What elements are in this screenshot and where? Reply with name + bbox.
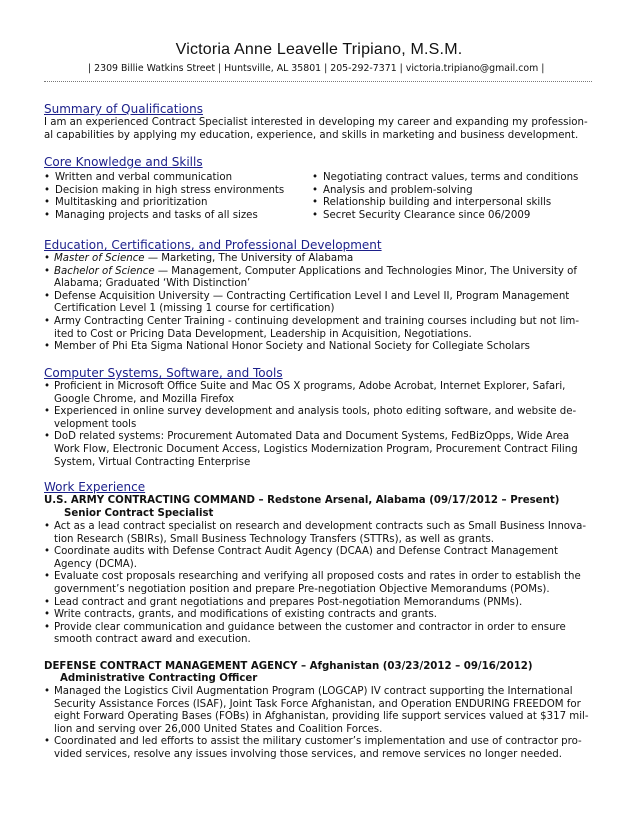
- summary-text: [44, 117, 592, 142]
- bullet-icon: •: [44, 253, 51, 264]
- list-item: • Negotiating contract values, terms and conditions: [312, 172, 579, 183]
- job-duties-list: [44, 686, 596, 762]
- contact-line: | 2309 Billie Watkins Street | Huntsville, AL 35801 | 205-292-7371 | victoria.tripiano@gmail.com |: [88, 63, 545, 74]
- job-title: Administrative Contracting Officer: [60, 673, 258, 684]
- list-item: • Provide clear communication and guidance between the customer and contractor in order to ensure smooth contract award and execution.: [44, 621, 566, 646]
- bullet-icon: •: [44, 184, 51, 196]
- core-skills-right: [312, 172, 578, 222]
- list-item: • Managed the Logistics Civil Augmentation Program (LOGCAP) IV contract supporting the International Security Assistance Forces (ISAF), Joint Task Force Afghanistan, and Operation ENDURING FREEDOM for eight Forward Operating Bases (FOBs) in Afghanistan, providing life support services valued at $317 mil- lion and serving over 26,000 United States and Coalition Forces.: [44, 686, 589, 735]
- bullet-icon: •: [44, 197, 51, 209]
- bullet-icon: •: [44, 341, 51, 353]
- education-list: [44, 253, 596, 354]
- job-title: Senior Contract Specialist: [64, 508, 214, 519]
- list-item: • Evaluate cost proposals researching and verifying all proposed costs and rates in order to establish the government’s negotiation position and prepare Pre-negotiation Objective Memorandums (POMs).: [44, 571, 581, 595]
- list-item: • Managing projects and tasks of all sizes: [44, 209, 258, 221]
- bullet-icon: •: [312, 197, 319, 209]
- list-item: • Bachelor of Science — Management, Computer Applications and Technologies Minor, The University of Alabama; Graduated ‘With Distinction’: [44, 265, 577, 290]
- bullet-icon: •: [44, 209, 51, 221]
- bullet-icon: •: [312, 184, 319, 196]
- bullet-icon: •: [44, 521, 51, 532]
- header-divider: [44, 81, 592, 82]
- bullet-icon: •: [312, 209, 319, 221]
- bullet-icon: •: [44, 381, 51, 392]
- bullet-icon: •: [44, 406, 51, 418]
- core-skills-heading: Core Knowledge and Skills: [44, 155, 203, 169]
- bullet-icon: •: [44, 621, 51, 633]
- list-item: • Master of Science — Marketing, The University of Alabama: [44, 253, 354, 264]
- list-item: • Coordinate audits with Defense Contract Audit Agency (DCAA) and Defense Contract Management Agency (DCMA).: [44, 546, 558, 570]
- bullet-icon: •: [44, 609, 51, 621]
- list-item: • Member of Phi Eta Sigma National Honor Society and National Society for Collegiate Scholars: [44, 341, 530, 353]
- bullet-icon: •: [44, 571, 51, 583]
- list-item: • Multitasking and prioritization: [44, 197, 208, 209]
- bullet-icon: •: [44, 736, 51, 748]
- list-item: • Written and verbal communication: [44, 172, 233, 183]
- list-item: • Experienced in online survey development and analysis tools, photo editing software, and website de- velopment tools: [44, 406, 577, 430]
- list-item: • Army Contracting Center Training - continuing development and training courses including but not lim- ited to Cost or Pricing Data Development, Leadership in Acquisition, Negotiations.: [44, 315, 580, 340]
- education-heading: Education, Certifications, and Professional Development: [44, 238, 382, 252]
- computer-heading: Computer Systems, Software, and Tools: [44, 366, 283, 380]
- list-item: • DoD related systems: Procurement Automated Data and Document Systems, FedBizOpps, Wide Area Work Flow, Electronic Document Access, Logistics Modernization Program, Procurement Contract Filing System, Virtual Contracting Enterprise: [44, 431, 578, 468]
- bullet-icon: •: [44, 596, 51, 608]
- computer-list: [44, 381, 596, 469]
- list-item: • Act as a lead contract specialist on research and development contracts such as Small Business Innova- tion Research (SBIRs), Small Business Technology Transfers (STTRs), as well as grants.: [44, 521, 586, 545]
- list-item: • Coordinated and led efforts to assist the military customer’s implementation and use of contractor pro- vided services, resolve any issues involving those services, and remove services no longer needed.: [44, 736, 582, 760]
- summary-line: al capabilities by applying my education, experience, and skills in marketing and business development.: [44, 129, 579, 141]
- candidate-name: Victoria Anne Leavelle Tripiano, M.S.M.: [175, 41, 463, 58]
- bullet-icon: •: [44, 315, 51, 327]
- bullet-icon: •: [44, 431, 51, 443]
- list-item: • Proficient in Microsoft Office Suite and Mac OS X programs, Adobe Acrobat, Internet Explorer, Safari, Google Chrome, and Mozilla Firefox: [44, 381, 566, 405]
- list-item: • Decision making in high stress environments: [44, 184, 285, 196]
- bullet-icon: •: [312, 172, 319, 183]
- bullet-icon: •: [44, 172, 51, 183]
- list-item: • Lead contract and grant negotiations and prepares Post-negotiation Memorandums (PNMs).: [44, 596, 523, 608]
- bullet-icon: •: [44, 546, 51, 558]
- summary-heading: Summary of Qualifications: [44, 102, 204, 116]
- work-heading: Work Experience: [44, 480, 146, 494]
- employer-line: U.S. ARMY CONTRACTING COMMAND – Redstone Arsenal, Alabama (09/17/2012 – Present): [44, 495, 560, 506]
- list-item: • Write contracts, grants, and modifications of existing contracts and grants.: [44, 609, 438, 621]
- list-item: • Secret Security Clearance since 06/2009: [312, 209, 531, 221]
- list-item: • Relationship building and interpersonal skills: [312, 197, 552, 209]
- bullet-icon: •: [44, 265, 51, 277]
- job-duties-list: [44, 521, 596, 647]
- core-skills-left: [44, 172, 284, 222]
- bullet-icon: •: [44, 686, 51, 697]
- bullet-icon: •: [44, 290, 51, 302]
- summary-line: I am an experienced Contract Specialist interested in developing my career and expanding my profession-: [44, 117, 588, 128]
- list-item: • Analysis and problem-solving: [312, 184, 473, 196]
- list-item: • Defense Acquisition University — Contracting Certification Level I and Level II, Program Management Certification Level 1 (missing 1 course for certification): [44, 290, 570, 315]
- employer-line: DEFENSE CONTRACT MANAGEMENT AGENCY – Afghanistan (03/23/2012 – 09/16/2012): [44, 661, 533, 672]
